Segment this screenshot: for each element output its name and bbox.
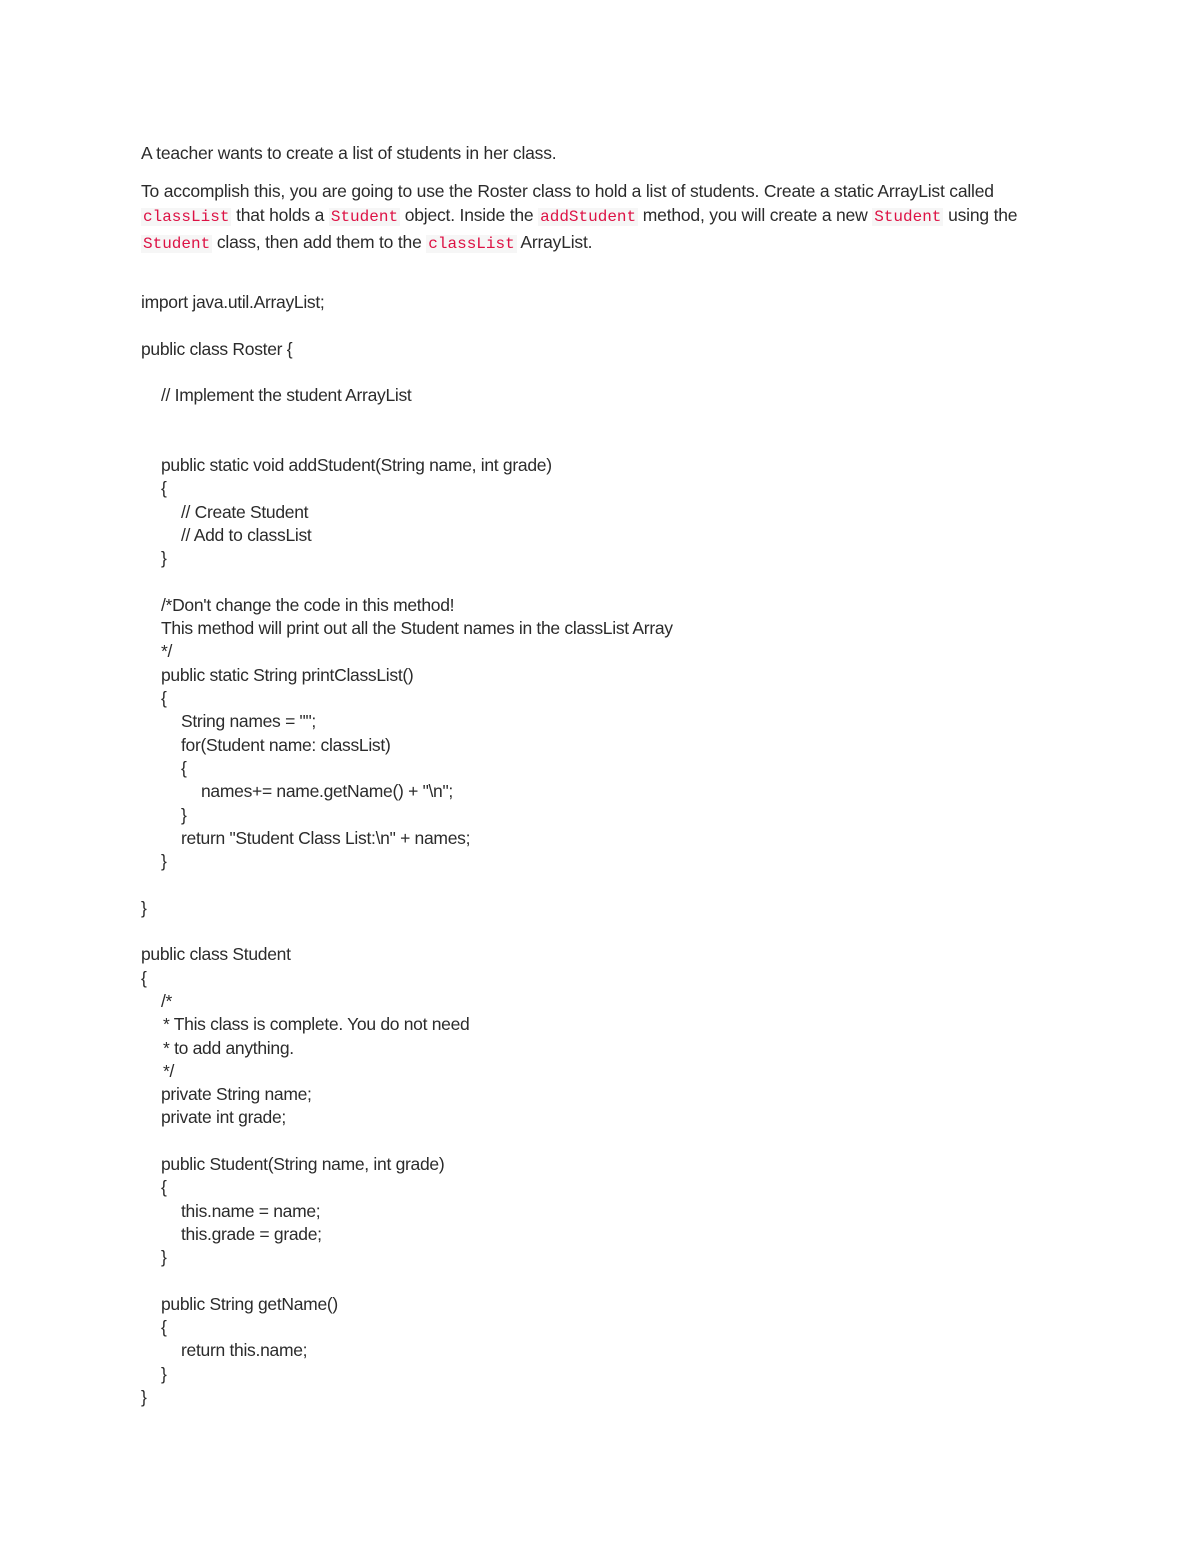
code-line: this.grade = grade;: [181, 1223, 322, 1244]
code-line: * to add anything.: [163, 1037, 294, 1058]
code-line: }: [161, 1363, 167, 1384]
task-text: To accomplish this, you are going to use the Roster class to hold a list of students. Create a static ArrayList called: [141, 180, 994, 201]
assignment-instructions: [141, 141, 1071, 256]
code-term-student: Student: [143, 234, 211, 253]
task-text: that holds a: [231, 205, 329, 225]
code-line: this.name = name;: [181, 1200, 321, 1221]
code-line: {: [141, 967, 147, 988]
code-term-classlist: classList: [428, 234, 515, 253]
code-line: public class Roster {: [141, 338, 293, 359]
code-line: [141, 361, 1041, 384]
task-text: ArrayList.: [516, 231, 593, 252]
code-line: */: [163, 1060, 175, 1081]
code-line: /*: [161, 990, 173, 1011]
code-line: {: [161, 1177, 167, 1198]
code-line: }: [141, 897, 147, 918]
code-line: private int grade;: [161, 1107, 286, 1128]
code-line: names+= name.getName() + "\n";: [201, 781, 453, 802]
intro-sentence: A teacher wants to create a list of students in her class.: [141, 143, 557, 163]
code-line: }: [181, 804, 187, 825]
code-term-student: Student: [330, 208, 399, 226]
code-line: String names = "";: [181, 711, 316, 732]
code-line: public static void addStudent(String name, int grade): [161, 455, 552, 476]
code-line: // Create Student: [181, 501, 309, 522]
code-listing: [141, 291, 1041, 1409]
code-line: }: [141, 1386, 147, 1407]
task-text: using the: [943, 205, 1018, 225]
code-term-addstudent: addStudent: [540, 208, 637, 226]
code-line: public Student(String name, int grade): [161, 1153, 445, 1174]
code-line: [141, 1130, 1041, 1153]
code-line: }: [161, 548, 167, 569]
code-line: [141, 1269, 1041, 1292]
code-line: public String getName(): [161, 1293, 338, 1314]
code-line: {: [161, 688, 167, 709]
code-line: return this.name;: [181, 1340, 308, 1361]
task-text: class, then add them to the: [212, 231, 427, 252]
code-line: [141, 920, 1041, 943]
code-line: return "Student Class List:\n" + names;: [181, 827, 471, 848]
code-line: public static String printClassList(): [161, 664, 414, 685]
task-text: method, you will create a new: [638, 205, 873, 225]
code-line: }: [161, 1247, 167, 1268]
code-line: {: [181, 757, 187, 778]
code-line: for(Student name: classList): [181, 734, 391, 755]
code-line: [141, 314, 1041, 337]
code-line: import java.util.ArrayList;: [141, 292, 325, 312]
task-description: [141, 179, 1071, 257]
code-line: This method will print out all the Student names in the classList Array: [161, 618, 673, 639]
code-line: {: [161, 478, 167, 499]
code-line: * This class is complete. You do not need: [163, 1014, 470, 1035]
code-line: [141, 431, 1041, 454]
code-line: public class Student: [141, 944, 291, 965]
code-line: private String name;: [161, 1084, 312, 1105]
code-line: [141, 407, 1041, 430]
code-line: */: [161, 641, 173, 662]
code-line: }: [161, 851, 167, 872]
code-line: [141, 571, 1041, 594]
code-term-student: Student: [874, 208, 942, 226]
task-text: object. Inside the: [400, 205, 539, 225]
code-line: // Add to classList: [181, 524, 312, 545]
code-line: /*Don't change the code in this method!: [161, 594, 455, 615]
code-line: // Implement the student ArrayList: [161, 385, 412, 406]
code-line: [141, 873, 1041, 896]
code-line: {: [161, 1317, 167, 1338]
code-term-classlist: classList: [143, 208, 230, 226]
